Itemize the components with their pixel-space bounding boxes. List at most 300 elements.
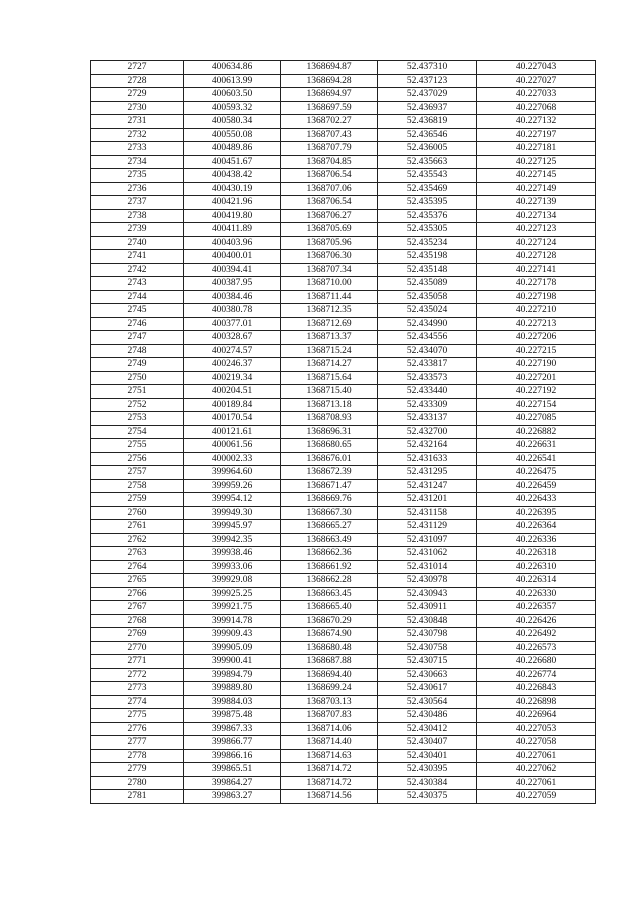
point-number-cell: 2772 (91, 668, 184, 682)
point-number-cell: 2755 (91, 439, 184, 453)
x-coordinate-cell: 399925.25 (184, 587, 281, 601)
table-row (91, 628, 596, 642)
latitude-cell: 52.430848 (378, 614, 477, 628)
y-coordinate-cell: 1368707.06 (281, 182, 378, 196)
longitude-cell: 40.227058 (477, 736, 596, 750)
point-number-cell: 2762 (91, 533, 184, 547)
latitude-cell: 52.435305 (378, 223, 477, 237)
y-coordinate-cell: 1368712.35 (281, 304, 378, 318)
table-row (91, 277, 596, 291)
y-coordinate-cell: 1368706.54 (281, 169, 378, 183)
table-row (91, 223, 596, 237)
table-row (91, 790, 596, 804)
y-coordinate-cell: 1368708.93 (281, 412, 378, 426)
table-row (91, 452, 596, 466)
y-coordinate-cell: 1368665.27 (281, 520, 378, 534)
latitude-cell: 52.434556 (378, 331, 477, 345)
latitude-cell: 52.436819 (378, 115, 477, 129)
latitude-cell: 52.434070 (378, 344, 477, 358)
point-number-cell: 2739 (91, 223, 184, 237)
y-coordinate-cell: 1368694.87 (281, 61, 378, 75)
y-coordinate-cell: 1368694.28 (281, 74, 378, 88)
latitude-cell: 52.431158 (378, 506, 477, 520)
table-row (91, 439, 596, 453)
x-coordinate-cell: 400387.95 (184, 277, 281, 291)
latitude-cell: 52.430715 (378, 655, 477, 669)
point-number-cell: 2753 (91, 412, 184, 426)
coordinate-table (90, 60, 596, 804)
table-row (91, 115, 596, 129)
x-coordinate-cell: 400438.42 (184, 169, 281, 183)
latitude-cell: 52.430911 (378, 601, 477, 615)
point-number-cell: 2769 (91, 628, 184, 642)
point-number-cell: 2771 (91, 655, 184, 669)
latitude-cell: 52.433137 (378, 412, 477, 426)
y-coordinate-cell: 1368713.18 (281, 398, 378, 412)
point-number-cell: 2746 (91, 317, 184, 331)
table-row (91, 101, 596, 115)
point-number-cell: 2780 (91, 776, 184, 790)
y-coordinate-cell: 1368694.97 (281, 88, 378, 102)
longitude-cell: 40.227198 (477, 290, 596, 304)
latitude-cell: 52.431062 (378, 547, 477, 561)
longitude-cell: 40.227215 (477, 344, 596, 358)
x-coordinate-cell: 399900.41 (184, 655, 281, 669)
x-coordinate-cell: 400380.78 (184, 304, 281, 318)
y-coordinate-cell: 1368714.27 (281, 358, 378, 372)
point-number-cell: 2760 (91, 506, 184, 520)
table-row (91, 479, 596, 493)
latitude-cell: 52.435024 (378, 304, 477, 318)
longitude-cell: 40.227213 (477, 317, 596, 331)
longitude-cell: 40.226426 (477, 614, 596, 628)
y-coordinate-cell: 1368703.13 (281, 695, 378, 709)
table-row (91, 304, 596, 318)
y-coordinate-cell: 1368671.47 (281, 479, 378, 493)
x-coordinate-cell: 399865.51 (184, 763, 281, 777)
longitude-cell: 40.227043 (477, 61, 596, 75)
y-coordinate-cell: 1368714.72 (281, 763, 378, 777)
point-number-cell: 2768 (91, 614, 184, 628)
latitude-cell: 52.430384 (378, 776, 477, 790)
latitude-cell: 52.436546 (378, 128, 477, 142)
y-coordinate-cell: 1368707.83 (281, 709, 378, 723)
point-number-cell: 2730 (91, 101, 184, 115)
point-number-cell: 2740 (91, 236, 184, 250)
table-row (91, 425, 596, 439)
latitude-cell: 52.435234 (378, 236, 477, 250)
x-coordinate-cell: 399942.35 (184, 533, 281, 547)
longitude-cell: 40.226395 (477, 506, 596, 520)
longitude-cell: 40.226459 (477, 479, 596, 493)
point-number-cell: 2743 (91, 277, 184, 291)
x-coordinate-cell: 399954.12 (184, 493, 281, 507)
longitude-cell: 40.226364 (477, 520, 596, 534)
x-coordinate-cell: 400002.33 (184, 452, 281, 466)
longitude-cell: 40.227201 (477, 371, 596, 385)
point-number-cell: 2735 (91, 169, 184, 183)
point-number-cell: 2738 (91, 209, 184, 223)
x-coordinate-cell: 400189.84 (184, 398, 281, 412)
y-coordinate-cell: 1368714.56 (281, 790, 378, 804)
longitude-cell: 40.227085 (477, 412, 596, 426)
point-number-cell: 2757 (91, 466, 184, 480)
y-coordinate-cell: 1368715.40 (281, 385, 378, 399)
x-coordinate-cell: 399863.27 (184, 790, 281, 804)
table-row (91, 749, 596, 763)
latitude-cell: 52.435663 (378, 155, 477, 169)
point-number-cell: 2754 (91, 425, 184, 439)
table-row (91, 317, 596, 331)
x-coordinate-cell: 400170.54 (184, 412, 281, 426)
latitude-cell: 52.433309 (378, 398, 477, 412)
longitude-cell: 40.227128 (477, 250, 596, 264)
point-number-cell: 2733 (91, 142, 184, 156)
latitude-cell: 52.436005 (378, 142, 477, 156)
table-row (91, 466, 596, 480)
table-row (91, 182, 596, 196)
longitude-cell: 40.226573 (477, 641, 596, 655)
latitude-cell: 52.435469 (378, 182, 477, 196)
table-row (91, 547, 596, 561)
x-coordinate-cell: 400419.80 (184, 209, 281, 223)
latitude-cell: 52.435148 (378, 263, 477, 277)
latitude-cell: 52.430943 (378, 587, 477, 601)
latitude-cell: 52.430401 (378, 749, 477, 763)
latitude-cell: 52.430798 (378, 628, 477, 642)
point-number-cell: 2776 (91, 722, 184, 736)
y-coordinate-cell: 1368680.48 (281, 641, 378, 655)
x-coordinate-cell: 400613.99 (184, 74, 281, 88)
latitude-cell: 52.430617 (378, 682, 477, 696)
longitude-cell: 40.227210 (477, 304, 596, 318)
longitude-cell: 40.226964 (477, 709, 596, 723)
table-row (91, 263, 596, 277)
x-coordinate-cell: 399864.27 (184, 776, 281, 790)
table-row (91, 358, 596, 372)
point-number-cell: 2742 (91, 263, 184, 277)
table-row (91, 695, 596, 709)
x-coordinate-cell: 400204.51 (184, 385, 281, 399)
point-number-cell: 2763 (91, 547, 184, 561)
latitude-cell: 52.430564 (378, 695, 477, 709)
table-row (91, 682, 596, 696)
table-row (91, 722, 596, 736)
x-coordinate-cell: 400451.67 (184, 155, 281, 169)
y-coordinate-cell: 1368696.31 (281, 425, 378, 439)
table-row (91, 88, 596, 102)
table-row (91, 520, 596, 534)
point-number-cell: 2749 (91, 358, 184, 372)
table-row (91, 196, 596, 210)
x-coordinate-cell: 399938.46 (184, 547, 281, 561)
y-coordinate-cell: 1368687.88 (281, 655, 378, 669)
table-row (91, 209, 596, 223)
table-row (91, 412, 596, 426)
longitude-cell: 40.226882 (477, 425, 596, 439)
longitude-cell: 40.227149 (477, 182, 596, 196)
table-row (91, 169, 596, 183)
point-number-cell: 2747 (91, 331, 184, 345)
x-coordinate-cell: 399889.80 (184, 682, 281, 696)
latitude-cell: 52.431129 (378, 520, 477, 534)
longitude-cell: 40.227154 (477, 398, 596, 412)
x-coordinate-cell: 399905.09 (184, 641, 281, 655)
y-coordinate-cell: 1368714.40 (281, 736, 378, 750)
table-row (91, 655, 596, 669)
table-row (91, 641, 596, 655)
x-coordinate-cell: 399866.16 (184, 749, 281, 763)
y-coordinate-cell: 1368704.85 (281, 155, 378, 169)
x-coordinate-cell: 399909.43 (184, 628, 281, 642)
longitude-cell: 40.227192 (477, 385, 596, 399)
point-number-cell: 2728 (91, 74, 184, 88)
y-coordinate-cell: 1368670.29 (281, 614, 378, 628)
point-number-cell: 2779 (91, 763, 184, 777)
longitude-cell: 40.227132 (477, 115, 596, 129)
x-coordinate-cell: 400328.67 (184, 331, 281, 345)
x-coordinate-cell: 399894.79 (184, 668, 281, 682)
table-row (91, 371, 596, 385)
x-coordinate-cell: 399964.60 (184, 466, 281, 480)
y-coordinate-cell: 1368714.63 (281, 749, 378, 763)
latitude-cell: 52.430486 (378, 709, 477, 723)
y-coordinate-cell: 1368665.40 (281, 601, 378, 615)
latitude-cell: 52.433440 (378, 385, 477, 399)
latitude-cell: 52.435058 (378, 290, 477, 304)
table-row (91, 614, 596, 628)
table-row (91, 142, 596, 156)
point-number-cell: 2727 (91, 61, 184, 75)
y-coordinate-cell: 1368713.37 (281, 331, 378, 345)
x-coordinate-cell: 400121.61 (184, 425, 281, 439)
table-row (91, 709, 596, 723)
point-number-cell: 2748 (91, 344, 184, 358)
point-number-cell: 2764 (91, 560, 184, 574)
table-row (91, 601, 596, 615)
latitude-cell: 52.437310 (378, 61, 477, 75)
longitude-cell: 40.227139 (477, 196, 596, 210)
longitude-cell: 40.227178 (477, 277, 596, 291)
latitude-cell: 52.432700 (378, 425, 477, 439)
coordinate-table-body (91, 61, 596, 804)
latitude-cell: 52.430375 (378, 790, 477, 804)
y-coordinate-cell: 1368699.24 (281, 682, 378, 696)
longitude-cell: 40.227068 (477, 101, 596, 115)
point-number-cell: 2731 (91, 115, 184, 129)
table-row (91, 344, 596, 358)
longitude-cell: 40.227059 (477, 790, 596, 804)
latitude-cell: 52.431633 (378, 452, 477, 466)
longitude-cell: 40.226314 (477, 574, 596, 588)
point-number-cell: 2744 (91, 290, 184, 304)
latitude-cell: 52.430663 (378, 668, 477, 682)
y-coordinate-cell: 1368714.72 (281, 776, 378, 790)
table-row (91, 398, 596, 412)
latitude-cell: 52.437123 (378, 74, 477, 88)
point-number-cell: 2752 (91, 398, 184, 412)
point-number-cell: 2759 (91, 493, 184, 507)
y-coordinate-cell: 1368705.96 (281, 236, 378, 250)
table-row (91, 250, 596, 264)
table-row (91, 74, 596, 88)
x-coordinate-cell: 400219.34 (184, 371, 281, 385)
longitude-cell: 40.227124 (477, 236, 596, 250)
longitude-cell: 40.227062 (477, 763, 596, 777)
longitude-cell: 40.226843 (477, 682, 596, 696)
x-coordinate-cell: 399945.97 (184, 520, 281, 534)
y-coordinate-cell: 1368663.49 (281, 533, 378, 547)
y-coordinate-cell: 1368676.01 (281, 452, 378, 466)
x-coordinate-cell: 399875.48 (184, 709, 281, 723)
table-row (91, 763, 596, 777)
latitude-cell: 52.435198 (378, 250, 477, 264)
longitude-cell: 40.226336 (477, 533, 596, 547)
y-coordinate-cell: 1368702.27 (281, 115, 378, 129)
x-coordinate-cell: 400421.96 (184, 196, 281, 210)
longitude-cell: 40.227190 (477, 358, 596, 372)
point-number-cell: 2734 (91, 155, 184, 169)
x-coordinate-cell: 400400.01 (184, 250, 281, 264)
x-coordinate-cell: 400550.08 (184, 128, 281, 142)
x-coordinate-cell: 399884.03 (184, 695, 281, 709)
point-number-cell: 2758 (91, 479, 184, 493)
x-coordinate-cell: 399949.30 (184, 506, 281, 520)
longitude-cell: 40.227145 (477, 169, 596, 183)
table-row (91, 668, 596, 682)
table-row (91, 560, 596, 574)
x-coordinate-cell: 400489.86 (184, 142, 281, 156)
x-coordinate-cell: 399929.08 (184, 574, 281, 588)
x-coordinate-cell: 400377.01 (184, 317, 281, 331)
table-row (91, 236, 596, 250)
y-coordinate-cell: 1368712.69 (281, 317, 378, 331)
point-number-cell: 2781 (91, 790, 184, 804)
point-number-cell: 2778 (91, 749, 184, 763)
x-coordinate-cell: 400403.96 (184, 236, 281, 250)
y-coordinate-cell: 1368705.69 (281, 223, 378, 237)
latitude-cell: 52.431247 (378, 479, 477, 493)
point-number-cell: 2767 (91, 601, 184, 615)
point-number-cell: 2765 (91, 574, 184, 588)
x-coordinate-cell: 400061.56 (184, 439, 281, 453)
table-row (91, 587, 596, 601)
x-coordinate-cell: 399959.26 (184, 479, 281, 493)
table-row (91, 385, 596, 399)
latitude-cell: 52.430395 (378, 763, 477, 777)
y-coordinate-cell: 1368672.39 (281, 466, 378, 480)
y-coordinate-cell: 1368707.79 (281, 142, 378, 156)
longitude-cell: 40.227141 (477, 263, 596, 277)
latitude-cell: 52.430978 (378, 574, 477, 588)
longitude-cell: 40.226680 (477, 655, 596, 669)
y-coordinate-cell: 1368694.40 (281, 668, 378, 682)
point-number-cell: 2745 (91, 304, 184, 318)
longitude-cell: 40.226310 (477, 560, 596, 574)
table-row (91, 493, 596, 507)
latitude-cell: 52.435089 (378, 277, 477, 291)
x-coordinate-cell: 399914.78 (184, 614, 281, 628)
point-number-cell: 2736 (91, 182, 184, 196)
y-coordinate-cell: 1368662.28 (281, 574, 378, 588)
longitude-cell: 40.226541 (477, 452, 596, 466)
y-coordinate-cell: 1368667.30 (281, 506, 378, 520)
y-coordinate-cell: 1368669.76 (281, 493, 378, 507)
longitude-cell: 40.226475 (477, 466, 596, 480)
point-number-cell: 2741 (91, 250, 184, 264)
y-coordinate-cell: 1368662.36 (281, 547, 378, 561)
y-coordinate-cell: 1368707.34 (281, 263, 378, 277)
longitude-cell: 40.227125 (477, 155, 596, 169)
point-number-cell: 2766 (91, 587, 184, 601)
y-coordinate-cell: 1368711.44 (281, 290, 378, 304)
latitude-cell: 52.435395 (378, 196, 477, 210)
y-coordinate-cell: 1368706.54 (281, 196, 378, 210)
point-number-cell: 2773 (91, 682, 184, 696)
x-coordinate-cell: 399921.75 (184, 601, 281, 615)
x-coordinate-cell: 400246.37 (184, 358, 281, 372)
longitude-cell: 40.227134 (477, 209, 596, 223)
longitude-cell: 40.226433 (477, 493, 596, 507)
point-number-cell: 2756 (91, 452, 184, 466)
longitude-cell: 40.227123 (477, 223, 596, 237)
longitude-cell: 40.226318 (477, 547, 596, 561)
longitude-cell: 40.226492 (477, 628, 596, 642)
latitude-cell: 52.430412 (378, 722, 477, 736)
y-coordinate-cell: 1368663.45 (281, 587, 378, 601)
longitude-cell: 40.227027 (477, 74, 596, 88)
longitude-cell: 40.226330 (477, 587, 596, 601)
longitude-cell: 40.227181 (477, 142, 596, 156)
longitude-cell: 40.227061 (477, 749, 596, 763)
table-row (91, 331, 596, 345)
table-row (91, 128, 596, 142)
x-coordinate-cell: 400394.41 (184, 263, 281, 277)
x-coordinate-cell: 400430.19 (184, 182, 281, 196)
longitude-cell: 40.226631 (477, 439, 596, 453)
longitude-cell: 40.227033 (477, 88, 596, 102)
table-row (91, 506, 596, 520)
point-number-cell: 2761 (91, 520, 184, 534)
x-coordinate-cell: 399867.33 (184, 722, 281, 736)
y-coordinate-cell: 1368674.90 (281, 628, 378, 642)
x-coordinate-cell: 399933.06 (184, 560, 281, 574)
y-coordinate-cell: 1368706.30 (281, 250, 378, 264)
point-number-cell: 2732 (91, 128, 184, 142)
point-number-cell: 2770 (91, 641, 184, 655)
table-row (91, 574, 596, 588)
latitude-cell: 52.434990 (378, 317, 477, 331)
latitude-cell: 52.435376 (378, 209, 477, 223)
x-coordinate-cell: 400580.34 (184, 115, 281, 129)
x-coordinate-cell: 400411.89 (184, 223, 281, 237)
table-row (91, 776, 596, 790)
x-coordinate-cell: 400603.50 (184, 88, 281, 102)
table-row (91, 533, 596, 547)
longitude-cell: 40.227053 (477, 722, 596, 736)
longitude-cell: 40.227197 (477, 128, 596, 142)
latitude-cell: 52.433817 (378, 358, 477, 372)
point-number-cell: 2750 (91, 371, 184, 385)
x-coordinate-cell: 400384.46 (184, 290, 281, 304)
point-number-cell: 2775 (91, 709, 184, 723)
y-coordinate-cell: 1368715.64 (281, 371, 378, 385)
x-coordinate-cell: 400274.57 (184, 344, 281, 358)
point-number-cell: 2737 (91, 196, 184, 210)
x-coordinate-cell: 400634.86 (184, 61, 281, 75)
longitude-cell: 40.226774 (477, 668, 596, 682)
latitude-cell: 52.430758 (378, 641, 477, 655)
